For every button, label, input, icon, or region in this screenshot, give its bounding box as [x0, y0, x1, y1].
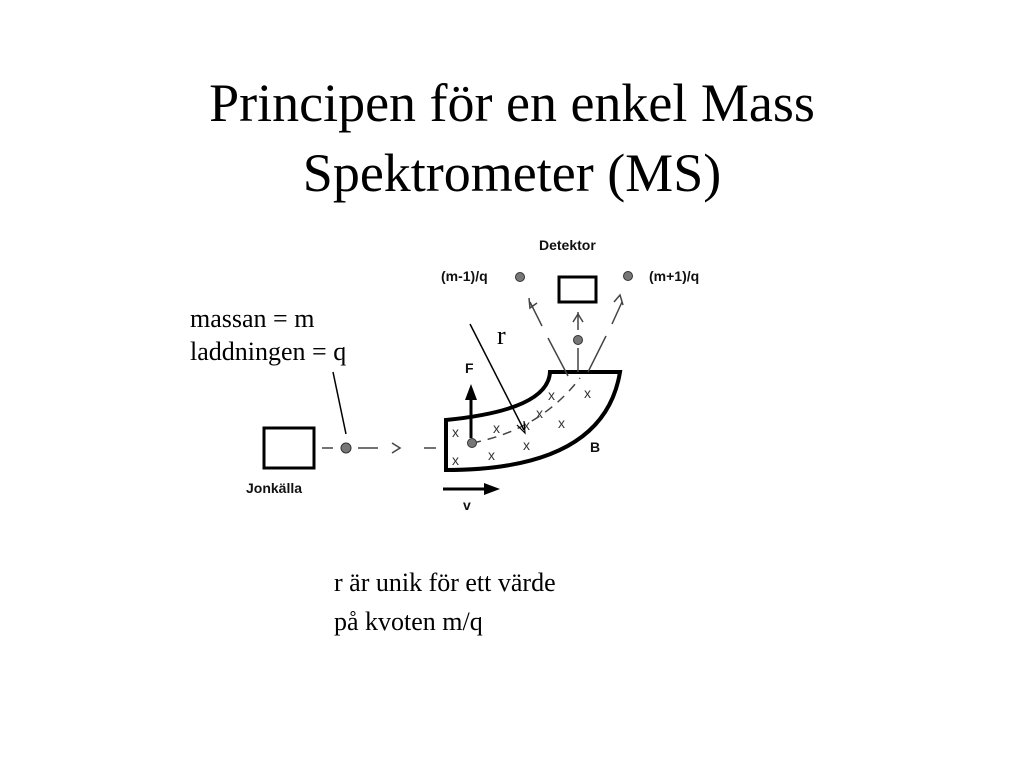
field-x-mark: x — [493, 420, 500, 436]
force-label: F — [465, 360, 474, 376]
detector-label: Detektor — [539, 237, 596, 253]
ion-m-plus-1 — [624, 272, 633, 281]
conclusion-line-2: på kvoten m/q — [334, 607, 483, 636]
field-x-mark: x — [584, 385, 591, 401]
force-arrowhead — [465, 384, 477, 400]
velocity-arrowhead — [484, 483, 500, 495]
ion-in-field — [468, 439, 477, 448]
title-line-2: Spektrometer (MS) — [302, 143, 722, 203]
ratio-m-minus-1-label: (m-1)/q — [441, 268, 488, 284]
left-branch-arrow — [529, 298, 537, 308]
mass-label: massan = m — [190, 304, 315, 333]
velocity-label: v — [463, 497, 471, 513]
left-branch — [530, 302, 542, 326]
charge-label: laddningen = q — [190, 337, 347, 366]
field-x-mark: x — [558, 415, 565, 431]
beam-arrow — [392, 443, 400, 453]
magnetic-field-label: B — [590, 439, 601, 455]
field-x-mark: x — [536, 405, 543, 421]
ion-source-box — [264, 428, 314, 468]
conclusion-line-1: r är unik för ett värde — [334, 568, 556, 597]
radius-label: r — [497, 321, 506, 350]
right-branch — [612, 302, 622, 324]
ratio-m-plus-1-label: (m+1)/q — [649, 268, 700, 284]
right-branch — [588, 336, 606, 372]
field-x-mark: x — [488, 447, 495, 463]
ion-to-detector — [574, 336, 583, 345]
ion-source-label: Jonkälla — [246, 480, 303, 496]
title-line-1: Principen för en enkel Mass — [209, 73, 815, 133]
ion-m-minus-1 — [516, 273, 525, 282]
ion-pointer-line — [333, 372, 346, 434]
field-x-mark: x — [452, 424, 459, 440]
ion-particle — [341, 443, 351, 453]
field-x-mark: x — [523, 417, 530, 433]
field-x-mark: x — [523, 437, 530, 453]
field-x-mark: x — [452, 452, 459, 468]
field-x-mark: x — [548, 387, 555, 403]
detector-box — [559, 277, 596, 302]
